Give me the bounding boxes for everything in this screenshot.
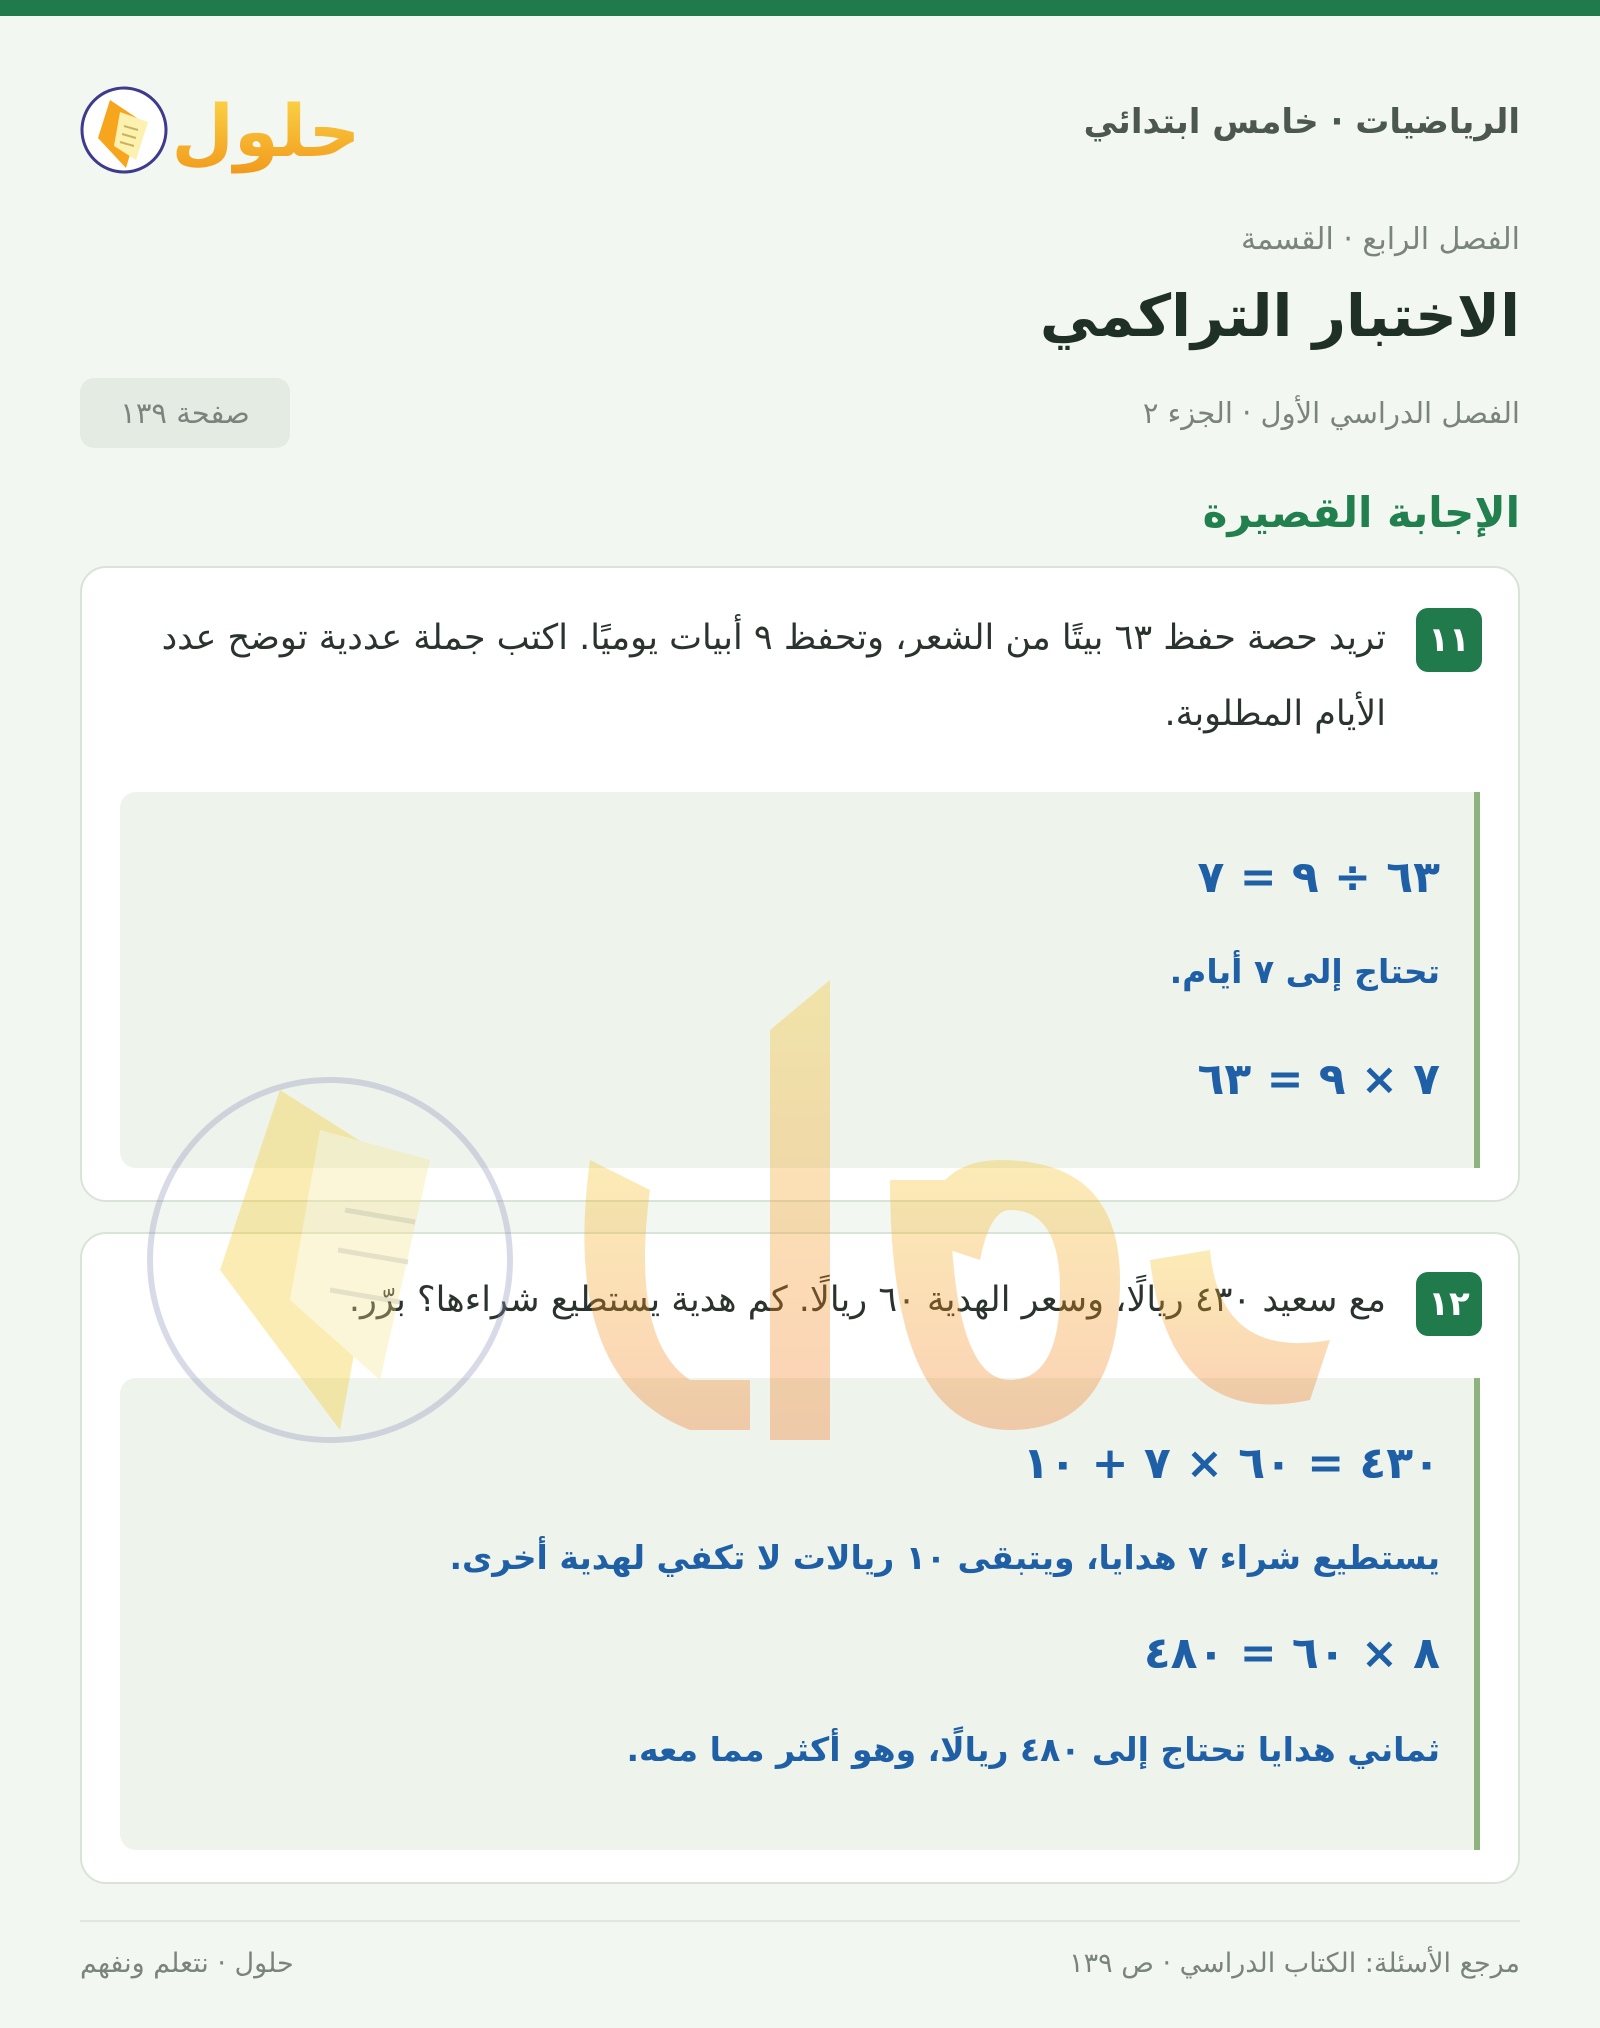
answer-equation: ٦٣ ÷ ٩ = ٧ bbox=[1197, 852, 1440, 903]
logo-wordmark: حلول bbox=[171, 89, 360, 173]
question-card-11 bbox=[80, 566, 1520, 1202]
top-accent-bar bbox=[0, 0, 1600, 16]
answer-check-equation: ٧ × ٩ = ٦٣ bbox=[1197, 1054, 1440, 1105]
question-card-12 bbox=[80, 1232, 1520, 1884]
semester-label: الفصل الدراسي الأول · الجزء ٢ bbox=[1142, 396, 1520, 430]
chapter-label: الفصل الرابع · القسمة bbox=[1240, 222, 1520, 257]
page-number-badge: صفحة ١٣٩ bbox=[80, 378, 290, 448]
page-title: الاختبار التراكمي bbox=[1039, 282, 1520, 350]
footer-brand: حلول · نتعلم ونفهم bbox=[80, 1948, 294, 1979]
section-title: الإجابة القصيرة bbox=[1202, 488, 1520, 537]
footer-reference: مرجع الأسئلة: الكتاب الدراسي · ص ١٣٩ bbox=[1069, 1948, 1520, 1979]
page-header bbox=[80, 60, 1520, 190]
answer-justification: ثماني هدايا تحتاج إلى ٤٨٠ ريالًا، وهو أكثر مما معه. bbox=[626, 1730, 1440, 1769]
answer-explanation: تحتاج إلى ٧ أيام. bbox=[1169, 952, 1440, 991]
question-number-badge: ١١ bbox=[1416, 608, 1482, 672]
answer-equation: ٤٣٠ = ٦٠ × ٧ + ١٠ bbox=[1022, 1438, 1440, 1489]
subject-label: الرياضيات · خامس ابتدائي bbox=[1083, 102, 1520, 142]
footer-divider bbox=[80, 1920, 1520, 1922]
answer-explanation: يستطيع شراء ٧ هدايا، ويتبقى ١٠ ريالات لا تكفي لهدية أخرى. bbox=[449, 1538, 1440, 1577]
question-text: تريد حصة حفظ ٦٣ بيتًا من الشعر، وتحفظ ٩ أبيات يوميًا. اكتب جملة عددية توضح عدد الأيام المطلوبة. bbox=[161, 618, 1386, 734]
answer-check-equation: ٨ × ٦٠ = ٤٨٠ bbox=[1143, 1628, 1440, 1679]
question-text: مع سعيد ٤٣٠ ريالًا، وسعر الهدية ٦٠ ريالًا. كم هدية يستطيع شراءها؟ برّر. bbox=[348, 1280, 1386, 1320]
answer-box bbox=[120, 1378, 1480, 1850]
question-number-badge: ١٢ bbox=[1416, 1272, 1482, 1336]
answer-box bbox=[120, 792, 1480, 1168]
hulul-logo[interactable] bbox=[80, 60, 360, 190]
